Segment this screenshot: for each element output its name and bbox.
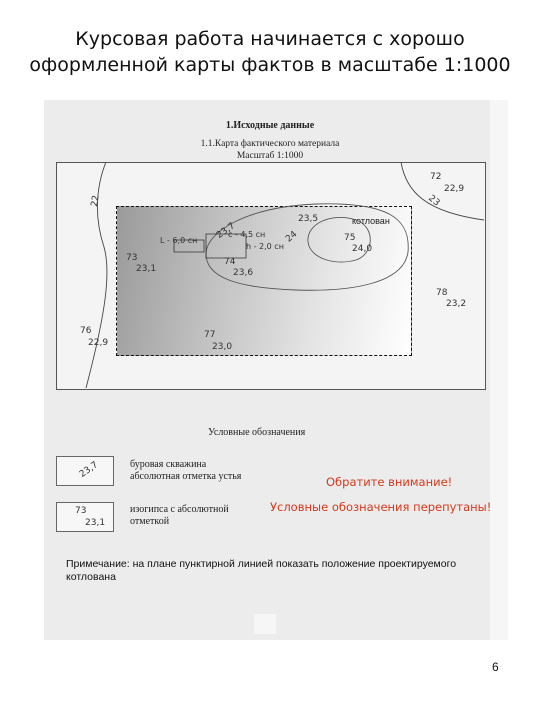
legend-borehole-text-line-1: буровая скважина xyxy=(130,459,207,470)
annotation-length: L - 6,0 сн xyxy=(160,236,198,245)
legend-sample-borehole-value: 23,7 xyxy=(77,460,101,480)
page-number: 6 xyxy=(492,660,499,674)
pit-label: котлован xyxy=(352,216,390,226)
point-76-number: 76 xyxy=(80,326,92,336)
contour-label-22: 22 xyxy=(89,194,102,208)
contour-label-23: 23 xyxy=(426,193,442,209)
legend-heading: Условные обозначения xyxy=(208,427,306,438)
white-patch xyxy=(254,614,276,634)
legend-sample-borehole xyxy=(56,456,114,486)
paper-edge xyxy=(490,100,508,640)
point-75-elevation: 24,0 xyxy=(352,244,373,254)
point-73-elevation: 23,1 xyxy=(136,264,157,274)
point-unnumbered-elevation: 23,5 xyxy=(298,214,319,224)
point-72-number: 72 xyxy=(430,172,442,182)
point-74-elevation: 23,6 xyxy=(233,268,254,278)
slide-title-line-1: Курсовая работа начинается с хорошо xyxy=(75,28,465,50)
legend-borehole-text-line-2: абсолютная отметка устья xyxy=(130,471,242,482)
legend-borehole-text xyxy=(130,459,241,483)
legend-contour-text-line-1: изогипса с абсолютной xyxy=(130,504,229,515)
map-title-line-1: 1.1.Карта фактического материала xyxy=(200,139,340,149)
legend-sample-contour-elevation: 23,1 xyxy=(85,518,106,528)
point-77-elevation: 23,0 xyxy=(212,342,233,352)
point-77-number: 77 xyxy=(204,330,216,340)
annotation-height: h - 2,0 сн xyxy=(246,242,284,251)
contour-label-24: 24 xyxy=(284,229,300,245)
slide-title-line-2: оформленной карты фактов в масштабе 1:1000 xyxy=(29,54,511,76)
annotation-width: с - 4,5 сн xyxy=(228,230,266,239)
mixed-up-note: Условные обозначения перепутаны! xyxy=(270,500,492,514)
map-title-line-2: Масштаб 1:1000 xyxy=(236,151,304,161)
point-76-elevation: 22,9 xyxy=(88,338,109,348)
slide-title xyxy=(20,26,520,78)
point-72-elevation: 22,9 xyxy=(444,184,465,194)
legend-contour-text-line-2: отметкой xyxy=(130,516,170,527)
point-78-number: 78 xyxy=(436,288,448,298)
legend-contour-text xyxy=(130,504,229,528)
point-75-number: 75 xyxy=(344,233,356,243)
contour-lines xyxy=(56,162,484,388)
attention-note: Обратите внимание! xyxy=(326,475,453,489)
footnote: Примечание: на плане пунктирной линией показать положение проектируемого котлована xyxy=(66,558,457,583)
legend-sample-contour xyxy=(56,502,114,532)
point-78-elevation: 23,2 xyxy=(446,299,467,309)
point-74-number: 74 xyxy=(224,257,236,267)
point-73-number: 73 xyxy=(126,253,138,263)
legend-sample-contour-number: 73 xyxy=(75,506,87,516)
contour-label-23-7: 23,7 xyxy=(214,221,238,241)
section-title: 1.Исходные данные xyxy=(225,120,315,131)
